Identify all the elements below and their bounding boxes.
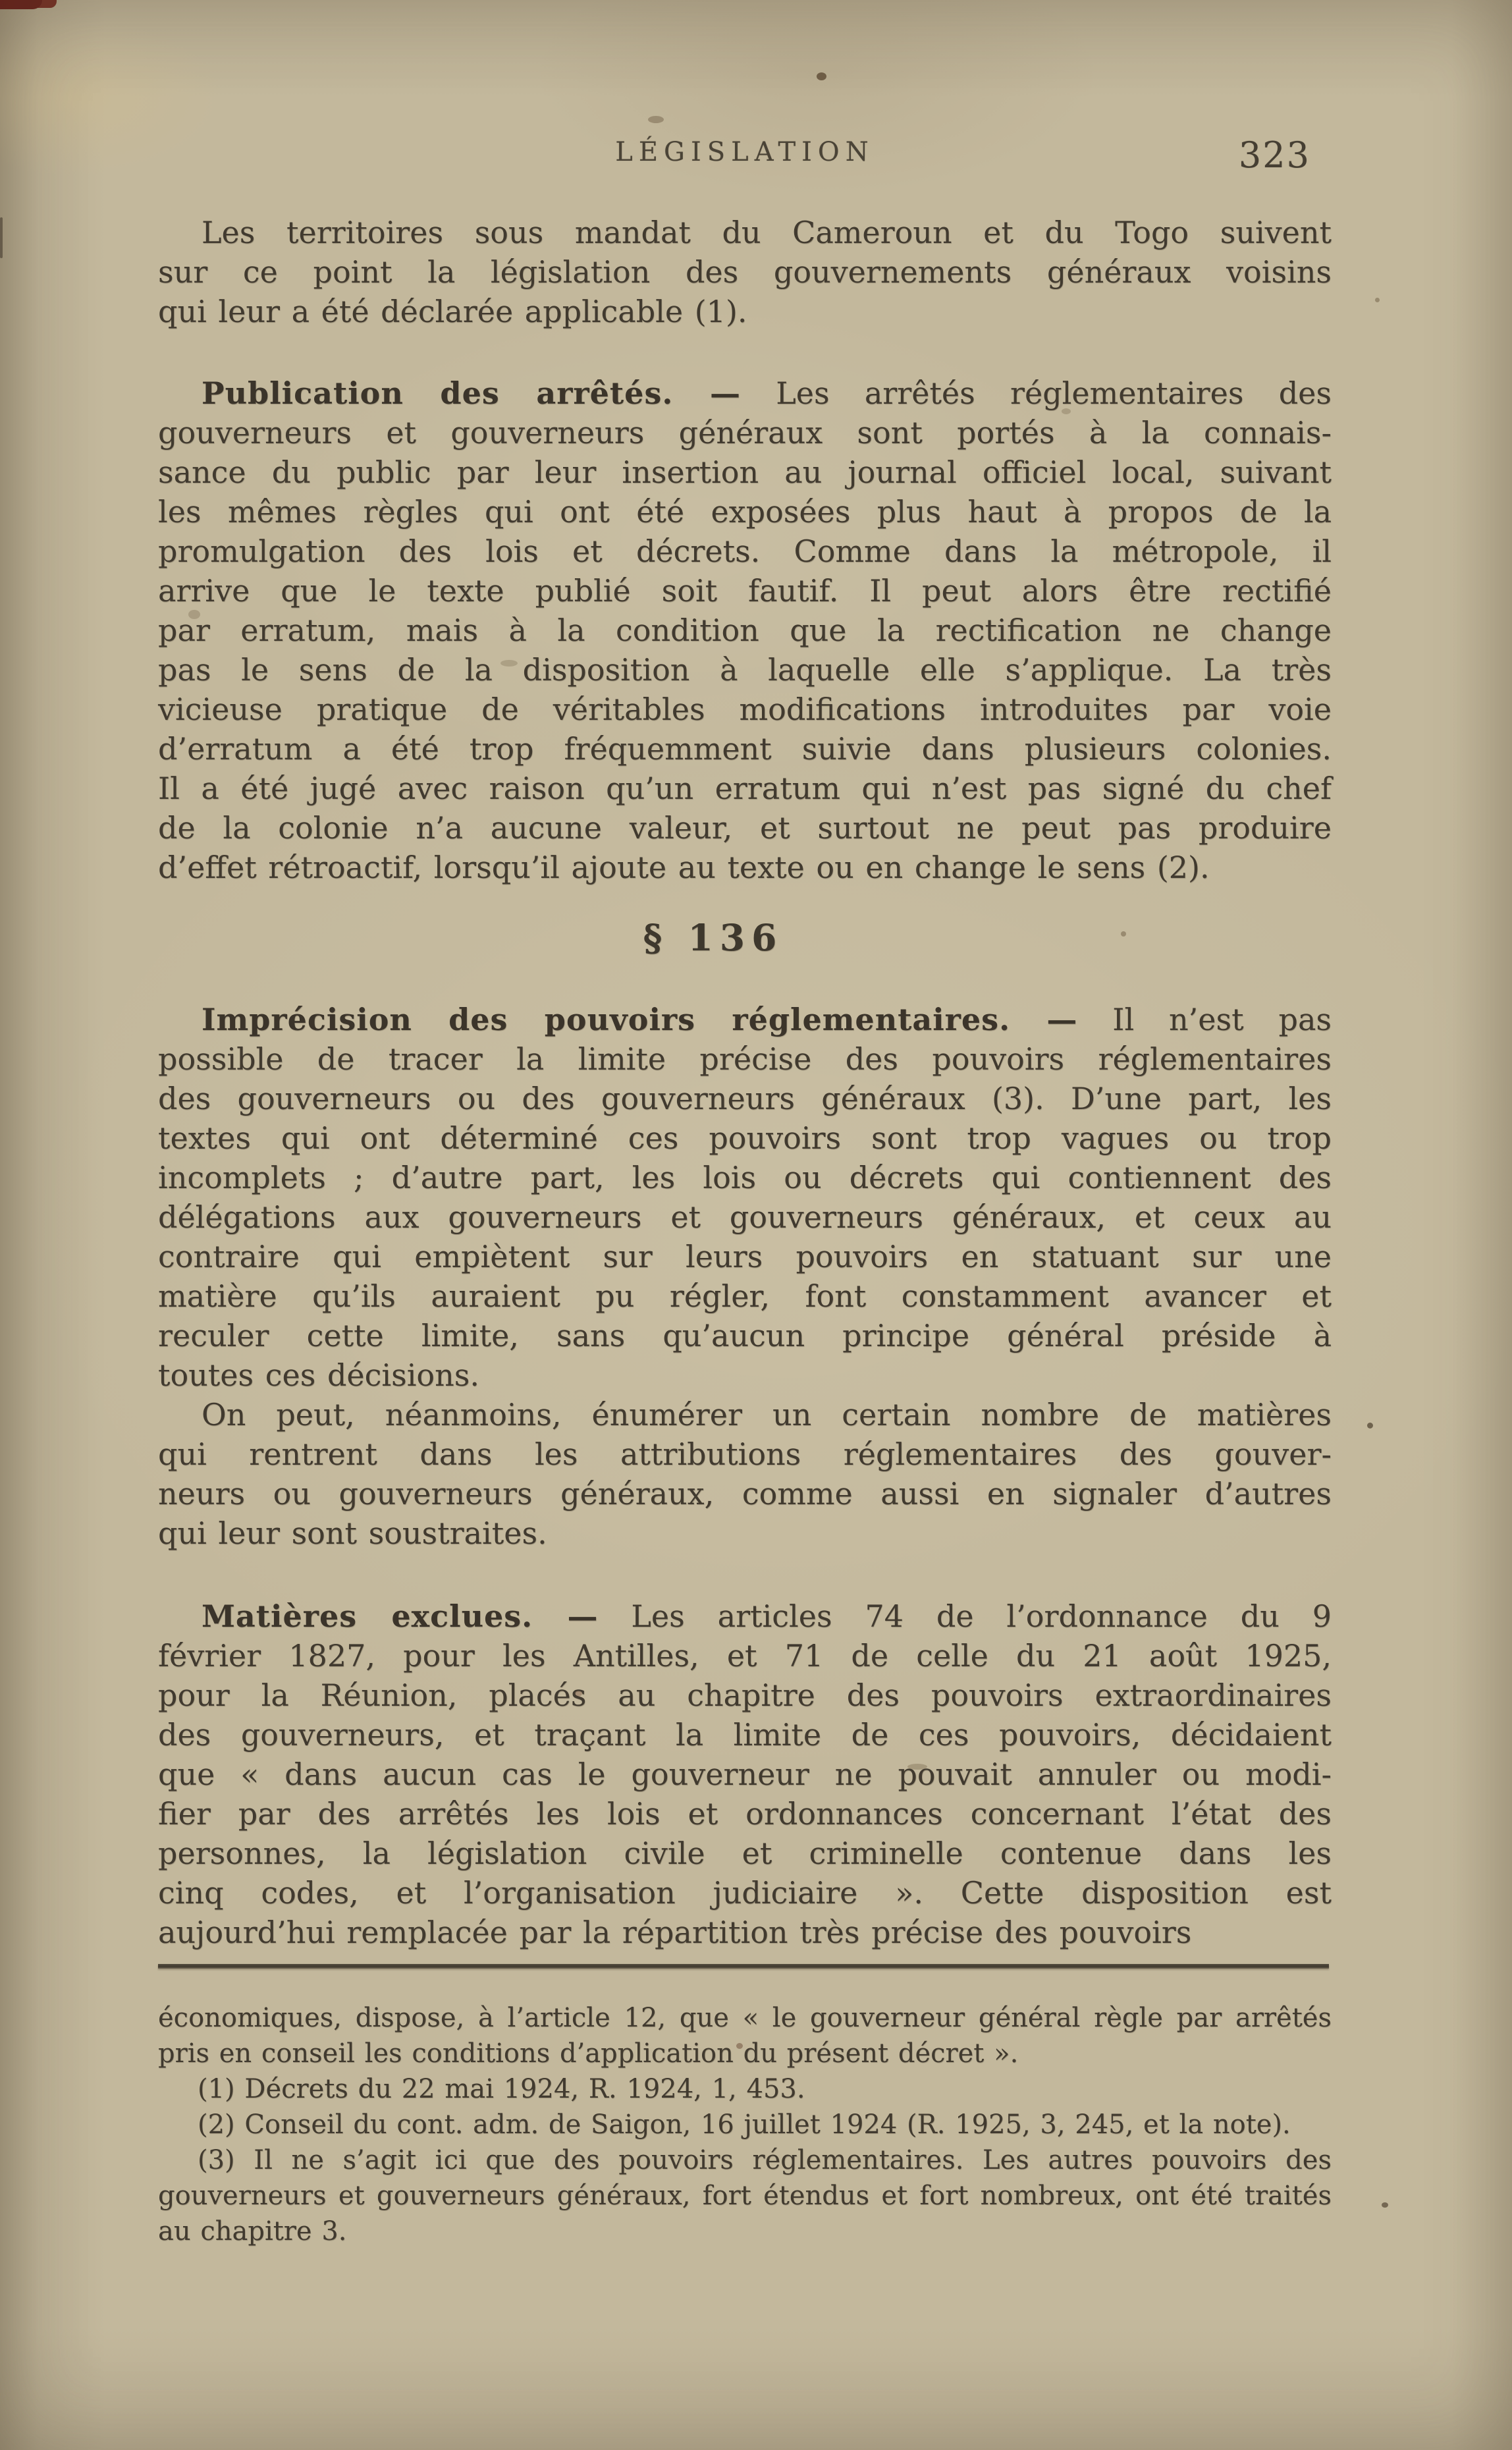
text-line: cinq codes, et l’organisation judiciaire ». Cette disposition est (158, 1875, 1332, 1911)
text-line: Il a été jugé avec raison qu’un erratum qui n’est pas signé du chef (158, 771, 1332, 806)
paragraph-publication (158, 373, 1332, 887)
text-line: pour la Réunion, placés au chapitre des pouvoirs extraordinaires (158, 1677, 1332, 1713)
text-line: des gouverneurs ou des gouverneurs généraux (3). D’une part, les (158, 1081, 1332, 1116)
footnote-continuation (158, 2000, 1332, 2071)
text-line: qui leur sont soustraites. (158, 1515, 547, 1551)
paragraph-imprecision (158, 1000, 1332, 1395)
text-line: qui rentrent dans les attributions réglementaires des gouver- (158, 1436, 1332, 1472)
text-line: Les territoires sous mandat du Cameroun et du Togo suivent (202, 215, 1332, 250)
text-line: pris en conseil les conditions d’application du présent décret ». (158, 2038, 1019, 2069)
main-text (158, 213, 1332, 1952)
paragraph-on-peut (158, 1395, 1332, 1553)
text-line: par erratum, mais à la condition que la rectification ne change (158, 612, 1332, 648)
text-line: sance du public par leur insertion au journal officiel local, suivant (158, 454, 1332, 490)
text-line: gouverneurs et gouverneurs généraux sont portés à la connais- (158, 415, 1332, 450)
text-line: arrive que le texte publié soit fautif. Il peut alors être rectifié (158, 573, 1332, 609)
text-line: contraire qui empiètent sur leurs pouvoirs en statuant sur une (158, 1239, 1332, 1274)
text-line: reculer cette limite, sans qu’aucun principe général préside à (158, 1318, 1332, 1353)
text-line: (3) Il ne s’agit ici que des pouvoirs réglementaires. Les autres pouvoirs des (198, 2145, 1332, 2175)
text-line: vicieuse pratique de véritables modifications introduites par voie (158, 692, 1332, 727)
paper-speck (648, 116, 664, 123)
text-line: économiques, dispose, à l’article 12, que « le gouverneur général règle par arrêtés (158, 2003, 1332, 2033)
text-line: au chapitre 3. (158, 2216, 347, 2246)
text-area (158, 213, 1332, 2249)
footnotes (158, 2000, 1332, 2249)
text-line: (2) Conseil du cont. adm. de Saigon, 16 juillet 1924 (R. 1925, 3, 245, et la note). (198, 2110, 1291, 2140)
text-line: Publication des arrêtés. — Les arrêtés réglementaires des (202, 375, 1332, 411)
footnote-1 (158, 2071, 1332, 2107)
text-line: février 1827, pour les Antilles, et 71 de celle du 21 août 1925, (158, 1638, 1332, 1674)
paper-speck (1375, 298, 1380, 302)
text-line: de la colonie n’a aucune valeur, et surtout ne peut pas produire (158, 810, 1332, 846)
text-line: (1) Décrets du 22 mai 1924, R. 1924, 1, 453. (198, 2074, 805, 2104)
paper-speck (1367, 1423, 1373, 1429)
text-line: pas le sens de la disposition à laquelle elle s’applique. La très (158, 652, 1332, 688)
page-number: 323 (1238, 134, 1310, 176)
text-line: sur ce point la législation des gouvernements généraux voisins (158, 254, 1332, 290)
text-line: d’erratum a été trop fréquemment suivie dans plusieurs colonies. (158, 731, 1332, 767)
text-line: promulgation des lois et décrets. Comme dans la métropole, il (158, 533, 1332, 569)
text-line: qui leur a été déclarée applicable (1). (158, 294, 747, 329)
text-line: fier par des arrêtés les lois et ordonnances concernant l’état des (158, 1796, 1332, 1832)
text-line: textes qui ont déterminé ces pouvoirs sont trop vagues ou trop (158, 1120, 1332, 1156)
text-line: que « dans aucun cas le gouverneur ne pouvait annuler ou modi- (158, 1756, 1332, 1792)
text-line: Matières exclues. — Les articles 74 de l’ordonnance du 9 (202, 1598, 1332, 1634)
text-line: toutes ces décisions. (158, 1357, 479, 1393)
footnote-3 (158, 2142, 1332, 2249)
text-line: incomplets ; d’autre part, les lois ou décrets qui contiennent des (158, 1160, 1332, 1195)
paper-speck (817, 72, 826, 80)
paragraph-matieres (158, 1596, 1332, 1952)
text-line: matière qu’ils auraient pu régler, font constamment avancer et (158, 1278, 1332, 1314)
scan-artifact-edge-mark (0, 217, 3, 258)
text-line: Imprécision des pouvoirs réglementaires. — Il n’est pas (202, 1002, 1332, 1037)
section-number: § 136 (643, 916, 784, 959)
text-line: les mêmes règles qui ont été exposées plus haut à propos de la (158, 494, 1332, 530)
text-line: délégations aux gouverneurs et gouverneurs généraux, et ceux au (158, 1199, 1332, 1235)
text-line: personnes, la législation civile et criminelle contenue dans les (158, 1836, 1332, 1871)
text-line: d’effet rétroactif, lorsqu’il ajoute au texte ou en change le sens (2). (158, 850, 1210, 885)
paragraph-territoires (158, 213, 1332, 331)
running-title: LÉGISLATION (615, 137, 875, 167)
text-line: possible de tracer la limite précise des pouvoirs réglementaires (158, 1041, 1332, 1077)
page-header (158, 129, 1332, 182)
text-line: des gouverneurs, et traçant la limite de ces pouvoirs, décidaient (158, 1717, 1332, 1753)
footnote-2 (158, 2107, 1332, 2142)
paper-speck (1382, 2202, 1388, 2208)
footnote-separator (158, 1964, 1329, 1969)
text-line: aujourd’hui remplacée par la répartition très précise des pouvoirs (158, 1915, 1192, 1950)
text-line: neurs ou gouverneurs généraux, comme aussi en signaler d’autres (158, 1476, 1332, 1511)
scan-artifact-red-mark (0, 0, 42, 9)
text-line: gouverneurs et gouverneurs généraux, fort étendus et fort nombreux, ont été traités (158, 2181, 1332, 2211)
text-line: On peut, néanmoins, énumérer un certain nombre de matières (202, 1397, 1332, 1432)
